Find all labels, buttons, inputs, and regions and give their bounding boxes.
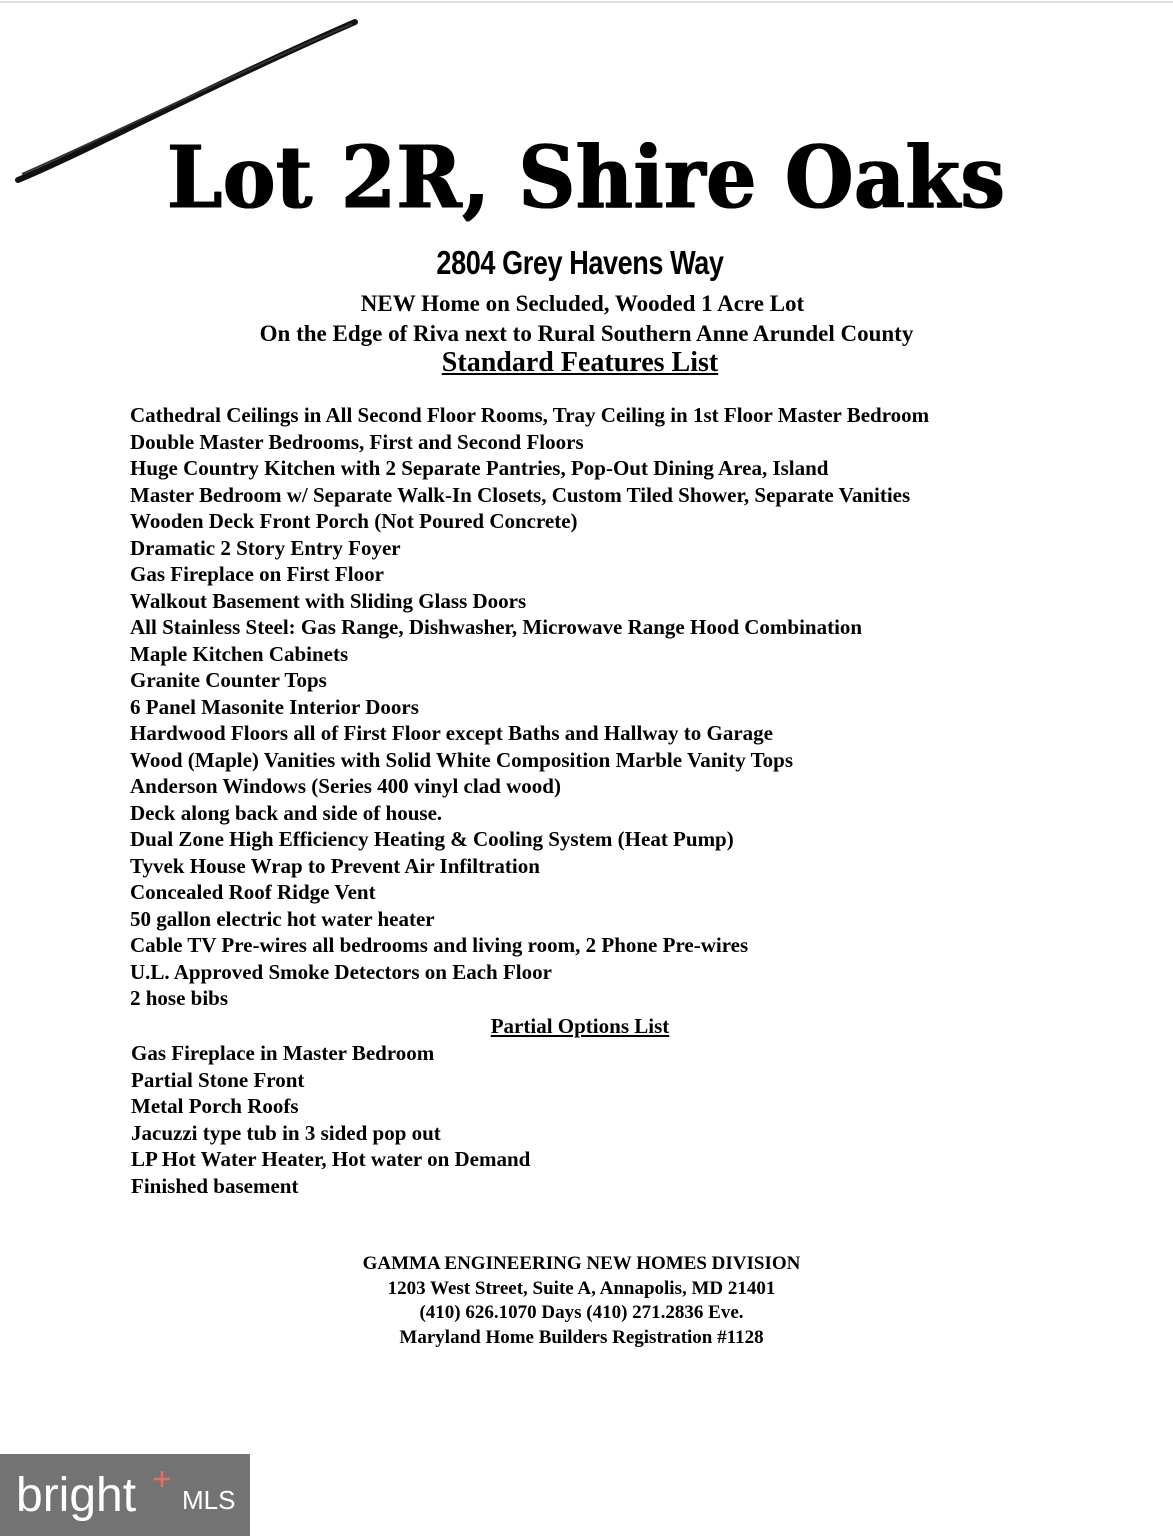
company-street-address: 1203 West Street, Suite A, Annapolis, MD 21401 xyxy=(387,1277,776,1299)
list-item: Cable TV Pre-wires all bedrooms and living room, 2 Phone Pre-wires xyxy=(130,933,749,957)
subtitle-line-1: NEW Home on Secluded, Wooded 1 Acre Lot xyxy=(360,291,805,316)
list-item: Double Master Bedrooms, First and Second Floors xyxy=(130,429,584,454)
bright-mls-logo-icon xyxy=(10,1465,240,1525)
standard-features-list xyxy=(130,402,929,1012)
company-phones: (410) 626.1070 Days (410) 271.2836 Eve. xyxy=(419,1302,744,1323)
builder-registration: Maryland Home Builders Registration #1128 xyxy=(399,1326,764,1348)
list-item: Granite Counter Tops xyxy=(130,668,327,692)
list-item: Master Bedroom w/ Separate Walk-In Closets, Custom Tiled Shower, Separate Vanities xyxy=(130,482,911,507)
partial-options-list xyxy=(131,1040,530,1199)
list-item: Concealed Roof Ridge Vent xyxy=(130,880,376,904)
list-item: Huge Country Kitchen with 2 Separate Pantries, Pop-Out Dining Area, Island xyxy=(130,456,829,480)
list-item: Tyvek House Wrap to Prevent Air Infiltration xyxy=(130,853,540,878)
list-item: 50 gallon electric hot water heater xyxy=(130,906,435,931)
list-item: Deck along back and side of house. xyxy=(130,800,443,825)
list-item: Metal Porch Roofs xyxy=(131,1094,299,1118)
company-name: GAMMA ENGINEERING NEW HOMES DIVISION xyxy=(362,1253,801,1274)
list-item: Cathedral Ceilings in All Second Floor Rooms, Tray Ceiling in 1st Floor Master Bedroom xyxy=(130,403,930,427)
sparkle-icon xyxy=(154,1471,170,1487)
list-item: Wood (Maple) Vanities with Solid White Composition Marble Vanity Tops xyxy=(130,747,793,772)
list-item: Jacuzzi type tub in 3 sided pop out xyxy=(131,1120,441,1145)
property-address: 2804 Grey Havens Way xyxy=(436,244,724,281)
list-item: 2 hose bibs xyxy=(130,986,229,1010)
list-item: Anderson Windows (Series 400 vinyl clad wood) xyxy=(130,774,561,798)
standard-features-heading: Standard Features List xyxy=(441,347,719,378)
list-item: U.L. Approved Smoke Detectors on Each Floor xyxy=(130,959,552,984)
builder-contact-block xyxy=(0,1252,1163,1350)
list-item: LP Hot Water Heater, Hot water on Demand xyxy=(131,1147,531,1171)
partial-options-heading: Partial Options List xyxy=(490,1014,670,1038)
list-item: Maple Kitchen Cabinets xyxy=(130,641,349,666)
bright-mls-watermark xyxy=(0,1454,250,1536)
list-item: Dual Zone High Efficiency Heating & Cooling System (Heat Pump) xyxy=(130,827,734,851)
list-item: Hardwood Floors all of First Floor except Baths and Hallway to Garage xyxy=(130,721,773,745)
list-item: Wooden Deck Front Porch (Not Poured Concrete) xyxy=(130,509,578,533)
list-item: All Stainless Steel: Gas Range, Dishwasher, Microwave Range Hood Combination xyxy=(130,615,863,639)
watermark-suffix: MLS xyxy=(182,1485,236,1515)
watermark-brand: bright xyxy=(16,1469,137,1522)
list-item: Walkout Basement with Sliding Glass Doors xyxy=(130,588,527,613)
list-item: 6 Panel Masonite Interior Doors xyxy=(130,694,419,719)
list-item: Partial Stone Front xyxy=(131,1067,305,1092)
subtitle-line-2: On the Edge of Riva next to Rural Southern Anne Arundel County xyxy=(259,321,914,346)
list-item: Dramatic 2 Story Entry Foyer xyxy=(130,535,401,560)
page-title: Lot 2R, Shire Oaks xyxy=(167,128,1006,229)
list-item: Finished basement xyxy=(131,1173,299,1198)
list-item: Gas Fireplace on First Floor xyxy=(130,562,384,586)
list-item: Gas Fireplace in Master Bedroom xyxy=(131,1041,435,1065)
